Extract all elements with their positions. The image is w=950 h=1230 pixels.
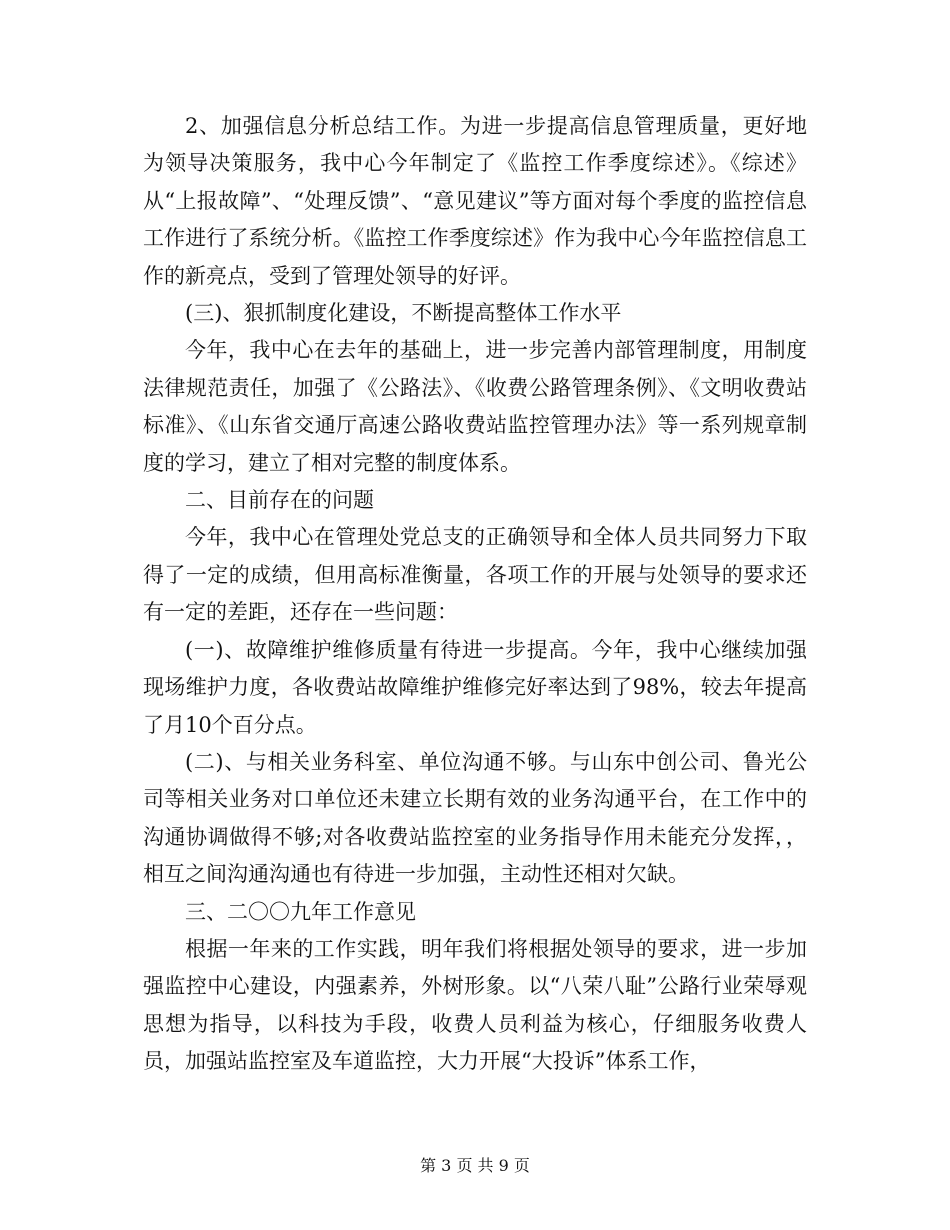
document-body — [143, 108, 807, 1081]
paragraph-communication: (二)、与相关业务科室、单位沟通不够。与山东中创公司、鲁光公司等相关业务对口单位还未建立长期有效的业务沟通平台，在工作中的沟通协调做得不够;对各收费站监控室的业务指导作用未能充分发挥，，相互之间沟通沟通也有待进一步加强，主动性还相对欠缺。 — [143, 749, 807, 887]
paragraph-management-system: 今年，我中心在去年的基础上，进一步完善内部管理制度，用制度法律规范责任，加强了《公路法》、《收费公路管理条例》、《文明收费站标准》、《山东省交通厅高速公路收费站监控管理办法》等一系列规章制度的学习，建立了相对完整的制度体系。 — [143, 338, 807, 475]
paragraph-problems-intro: 今年，我中心在管理处党总支的正确领导和全体人员共同努力下取得了一定的成绩，但用高标准衡量，各项工作的开展与处领导的要求还有一定的差距，还存在一些问题： — [143, 525, 807, 625]
page-number-footer: 第 3 页 共 9 页 — [420, 1156, 530, 1175]
paragraph-work-plan: 根据一年来的工作实践，明年我们将根据处领导的要求，进一步加强监控中心建设，内强素养，外树形象。以“八荣八耻”公路行业荣辱观思想为指导，以科技为手段，收费人员利益为核心，仔细服务收费人员，加强站监控室及车道监控，大力开展“大投诉”体系工作， — [143, 936, 807, 1074]
heading-2009-work-plan: 三、二〇〇九年工作意见 — [185, 899, 416, 924]
paragraph-info-analysis: 2、加强信息分析总结工作。为进一步提高信息管理质量，更好地为领导决策服务，我中心今年制定了《监控工作季度综述》。《综述》从“上报故障”、“处理反馈”、“意见建议”等方面对每个季度的监控信息工作进行了系统分析。《监控工作季度综述》作为我中心今年监控信息工作的新亮点，受到了管理处领导的好评。 — [143, 114, 807, 288]
paragraph-maintenance-quality: (一)、故障维护维修质量有待进一步提高。今年，我中心继续加强现场维护力度，各收费站故障维护维修完好率达到了98%，较去年提高了月10个百分点。 — [143, 637, 807, 737]
heading-institutional-building: (三)、狠抓制度化建设，不断提高整体工作水平 — [185, 301, 622, 326]
heading-current-problems: 二、目前存在的问题 — [185, 488, 374, 513]
